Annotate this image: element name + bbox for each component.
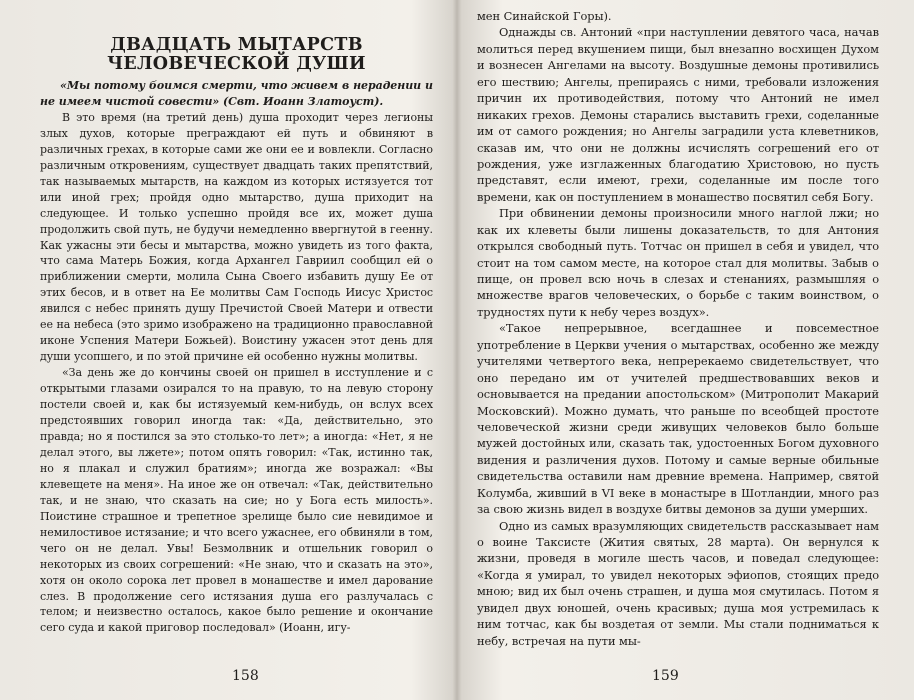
page-number-right: 159	[652, 668, 679, 684]
right-paragraph-3: При обвинении демоны произносили много наглой лжи; но как их клеветы были лишены доказательств, то для Антония открылся свободный путь. Тотчас он пришел в себя и увидел, что стоит на том самом месте, на которое стал для молитвы. Забыв о пище, он провел всю ночь в слезах и стенаниях, размышляя о множестве врагов человеческих, о борьбе с таким воинством, о трудностях пути к небу через воздух».	[477, 206, 879, 319]
chapter-title-line-1: ДВАДЦАТЬ МЫТАРСТВ	[110, 35, 363, 55]
left-page-body	[40, 30, 433, 636]
page-number-left: 158	[232, 668, 259, 684]
right-paragraph-4: «Такое непрерывное, всегдашнее и повсеместное употребление в Церкви учения о мытарствах, особенно же между учителями четвертого века, непререкаемо свидетельствует, что оно передано им от учителей предшествовавших веков и основывается на предании апостольском» (Митрополит Макарий Московский). Можно думать, что раньше по всеобщей простоте человеческой жизни среди живущих человеков было больше мужей достойных или, сказать так, удостоенных Богом духовного видения и различения духов. Потому и самые верные обильные свидетельства оставили нам древние времена. Например, святой Колумба, живший в VI веке в монастыре в Шотландии, много раз за свою жизнь видел в воздухе битвы демонов за души умерших.	[477, 321, 879, 517]
right-paragraph-2: Однажды св. Антоний «при наступлении девятого часа, начав молиться перед вкушением пищи, был внезапно восхищен Духом и вознесен Ангелами на высоту. Воздушные демоны противились его шествию; Ангелы, препираясь с ними, требовали изложения причин их противодействия, потому что Антоний не имел никаких грехов. Демоны старались выставить грехи, соделанные им от самого рождения; но Ангелы заградили уста клеветников, сказав им, что они не должны исчислять согрешений его от рождения, уже изглаженных благодатию Христовою, но пусть представят, если имеют, грехи, соделанные им после того времени, как он поступлением в монашество посвятил себя Богу.	[477, 25, 879, 204]
right-paragraph-1: мен Синайской Горы).	[477, 9, 612, 23]
chapter-title-line-2: ЧЕЛОВЕЧЕСКОЙ ДУШИ	[107, 54, 366, 74]
left-paragraph-2: «За день же до кончины своей он пришел в исступление и с открытыми глазами озирался то на правую, то на левую сторону постели своей и, как бы истязуемый кем-нибудь, он вслух всех предстоявших говорил иногда так: «Да, действительно, это правда; но я постился за это столько-то лет»; а иногда: «Нет, я не делал этого, вы лжете»; потом опять говорил: «Так, истинно так, но я плакал и служил братиям»; иногда же возражал: «Вы клевещете на меня». На иное же он отвечал: «Так, действительно так, и не знаю, что сказать на сие; но у Бога есть милость». Поистине страшное и трепетное зрелище было сие невидимое и немилостивое истязание; и что всего ужаснее, его обвиняли в том, чего он не делал. Увы! Безмолвник и отшельник говорил о некоторых из своих согрешений: «Не знаю, что и сказать на это», хотя он около сорока лет провел в монашестве и имел дарование слез. В продолжение сего истязания душа его разлучалась с телом; и неизвестно осталось, какое было решение и окончание сего суда и какой приговор последовал» (Иоанн, игу-	[40, 366, 433, 635]
right-page	[457, 0, 914, 700]
left-paragraph-1: В это время (на третий день) душа проходит через легионы злых духов, которые преграждают ей путь и обвиняют в различных грехах, в которые сами же они ее и вовлекли. Согласно различным откровениям, существует двадцать таких препятствий, так называемых мытарств, на каждом из которых истязуется тот или иной грех; пройдя одно мытарство, душа приходит на следующее. И только успешно пройдя все их, может душа продолжить свой путь, не будучи немедленно ввергнутой в геенну. Как ужасны эти бесы и мытарства, можно увидеть из того факта, что сама Матерь Божия, когда Архангел Гавриил сообщил ей о приближении смерти, молила Сына Своего избавить душу Ее от этих бесов, и в ответ на Ее молитвы Сам Господь Иисус Христос явился с небес принять душу Пречистой Своей Матери и отвести ее на небеса (это зримо изображено на традиционно православной иконе Успения Матери Божьей). Воистину ужасен этот день для души усопшего, и по этой причине ей особенно нужны молитвы.	[40, 110, 433, 364]
epigraph: «Мы потому боимся смерти, что живем в нерадении и не имеем чистой совести» (Свт. Иоанн Златоуст).	[40, 79, 433, 108]
right-page-body	[477, 8, 879, 649]
right-paragraph-5: Одно из самых вразумляющих свидетельств рассказывает нам о воине Таксисте (Жития святых, 28 марта). Он вернулся к жизни, проведя в могиле шесть часов, и поведал следующее: «Когда я умирал, то увидел некоторых эфиопов, стоящих предо мною; вид их был очень страшен, и душа моя смутилась. Потом я увидел двух юношей, очень красивых; душа моя устремилась к ним тотчас, как бы воздетая от земли. Мы стали подниматься к небу, встречая на пути мы-	[477, 518, 879, 648]
chapter-title	[40, 36, 433, 74]
